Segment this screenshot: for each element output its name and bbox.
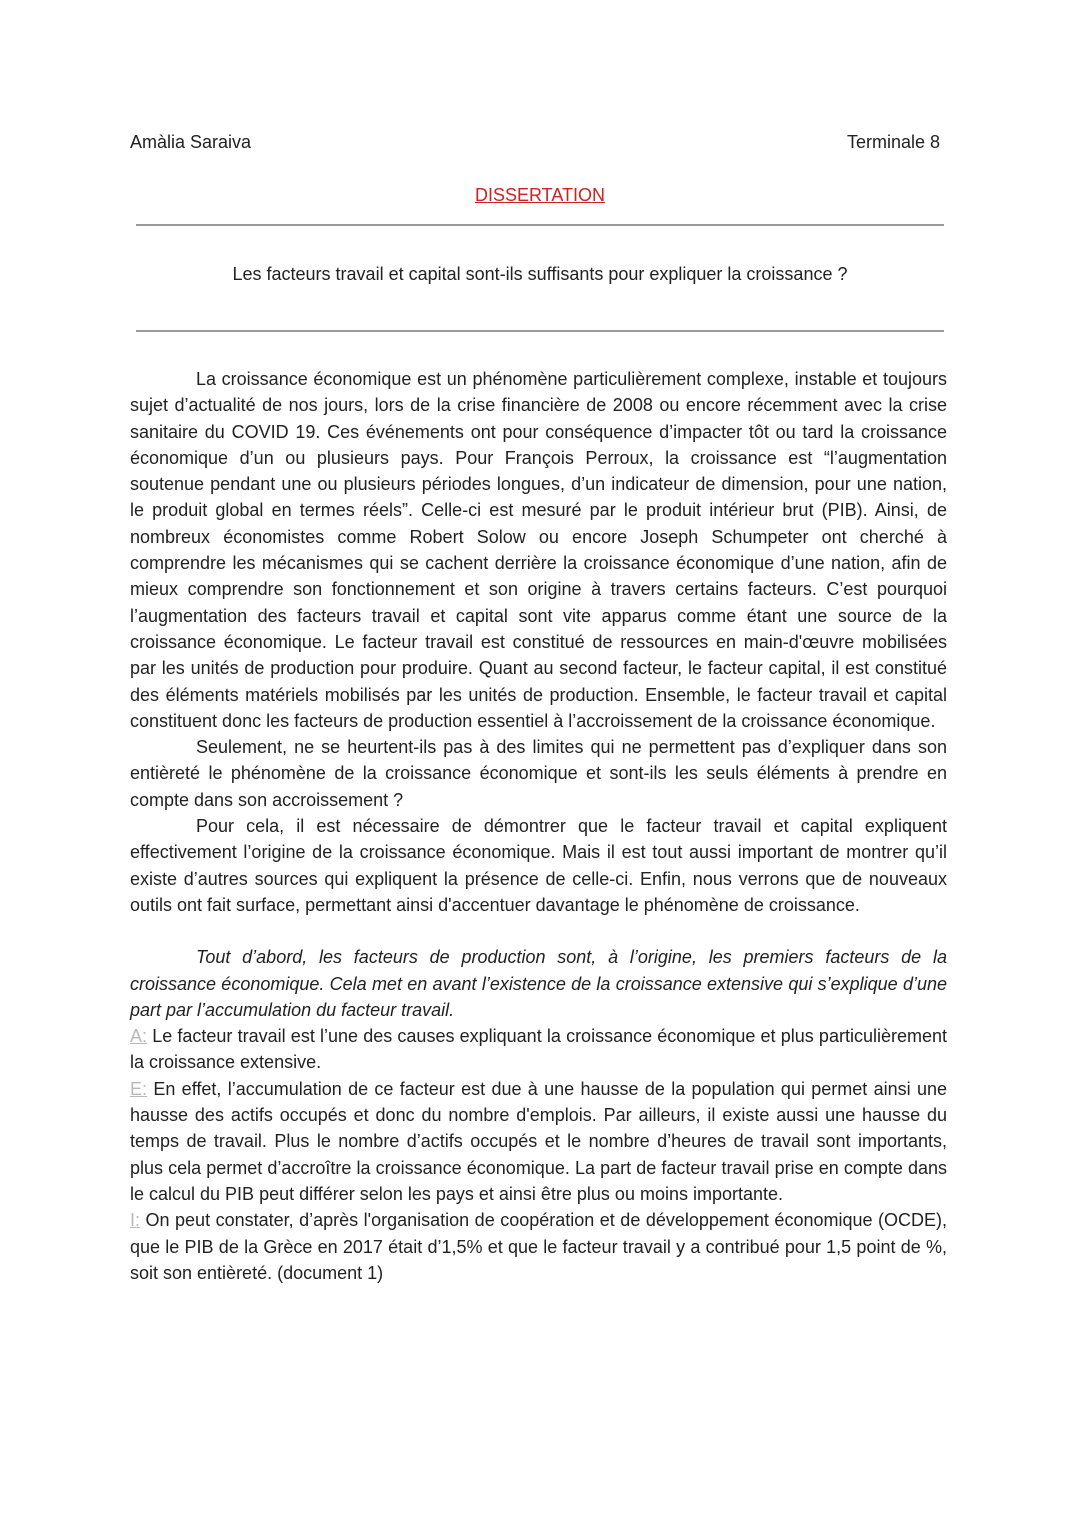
divider-bottom bbox=[136, 330, 944, 332]
plan-paragraph: Pour cela, il est nécessaire de démontrer que le facteur travail et capital expliquent effectivement l’origine de la croissance économique. Mais il est tout aussi important de montrer qu’il existe d’autres sources qui expliquent la présence de celle-ci. Enfin, nous verrons que de nouveaux outils ont fait surface, permettant ainsi d'accentuer davantage le phénomène de croissance. bbox=[130, 816, 947, 915]
problem-paragraph: Seulement, ne se heurtent-ils pas à des limites qui ne permettent pas d’expliquer dans son entièreté le phénomène de la croissance économique et sont-ils les seuls éléments à prendre en compte dans son accroissement ? bbox=[130, 737, 947, 810]
argument-marker: A: bbox=[130, 1026, 148, 1047]
author-name: Amàlia Saraiva bbox=[130, 132, 252, 152]
argument-paragraph bbox=[130, 1023, 947, 1076]
divider-top bbox=[136, 224, 944, 226]
illustration-paragraph bbox=[130, 1207, 947, 1286]
illustration-text: On peut constater, d’après l'organisation de coopération et de développement économique (OCDE), que le PIB de la Grèce en 2017 était d’1,5% et que le facteur travail y a contribué pour 1,5 point de %, soit son entièreté. (document 1) bbox=[130, 1210, 947, 1283]
argument-text: Le facteur travail est l’une des causes expliquant la croissance économique et plus particulièrement la croissance extensive. bbox=[130, 1026, 947, 1073]
paragraph-gap bbox=[130, 918, 947, 944]
class-name: Terminale 8 bbox=[846, 132, 940, 152]
explanation-text: En effet, l’accumulation de ce facteur est due à une hausse de la population qui permet ainsi une hausse des actifs occupés et donc du nombre d'emplois. Par ailleurs, il existe aussi une hausse du temps de travail. Plus le nombre d’actifs occupés et le nombre d’heures de travail sont importants, plus cela permet d’accroître la croissance économique. La part de facteur travail prise en compte dans le calcul du PIB peut différer selon les pays et ainsi être plus ou moins importante. bbox=[130, 1078, 947, 1204]
part1-intro-paragraph: Tout d’abord, les facteurs de production sont, à l’origine, les premiers facteurs de la croissance économique. Cela met en avant l’existence de la croissance extensive qui s’explique d’une part par l’accumulation du facteur travail. bbox=[130, 947, 947, 1020]
explanation-marker: E: bbox=[130, 1078, 148, 1099]
explanation-paragraph bbox=[130, 1076, 947, 1207]
dissertation-question: Les facteurs travail et capital sont-ils suffisants pour expliquer la croissance ? bbox=[232, 264, 848, 284]
illustration-marker: I: bbox=[130, 1210, 141, 1231]
document-title: DISSERTATION bbox=[474, 185, 606, 205]
intro-paragraph: La croissance économique est un phénomène particulièrement complexe, instable et toujours sujet d’actualité de nos jours, lors de la crise financière de 2008 ou encore récemment avec la crise sanitaire du COVID 19. Ces événements ont pour conséquence d’impacter tôt ou tard la croissance économique d’un ou plusieurs pays. Pour François Perroux, la croissance est “l’augmentation soutenue pendant une ou plusieurs périodes longues, d’un indicateur de dimension, pour une nation, le produit global en termes réels”. Celle-ci est mesuré par le produit intérieur brut (PIB). Ainsi, de nombreux économistes comme Robert Solow ou encore Joseph Schumpeter ont cherché à comprendre les mécanismes qui se cachent derrière la croissance économique d’une nation, afin de mieux comprendre son fonctionnement et son origine à travers certains facteurs. C’est pourquoi l’augmentation des facteurs travail et capital sont vite apparus comme étant une source de la croissance économique. Le facteur travail est constitué de ressources en main-d'œuvre mobilisées par les unités de production pour produire. Quant au second facteur, le facteur capital, il est constitué des éléments matériels mobilisés par les unités de production. Ensemble, le facteur travail et capital constituent donc les facteurs de production essentiel à l’accroissement de la croissance économique. bbox=[130, 369, 947, 731]
essay-body bbox=[130, 366, 947, 1286]
